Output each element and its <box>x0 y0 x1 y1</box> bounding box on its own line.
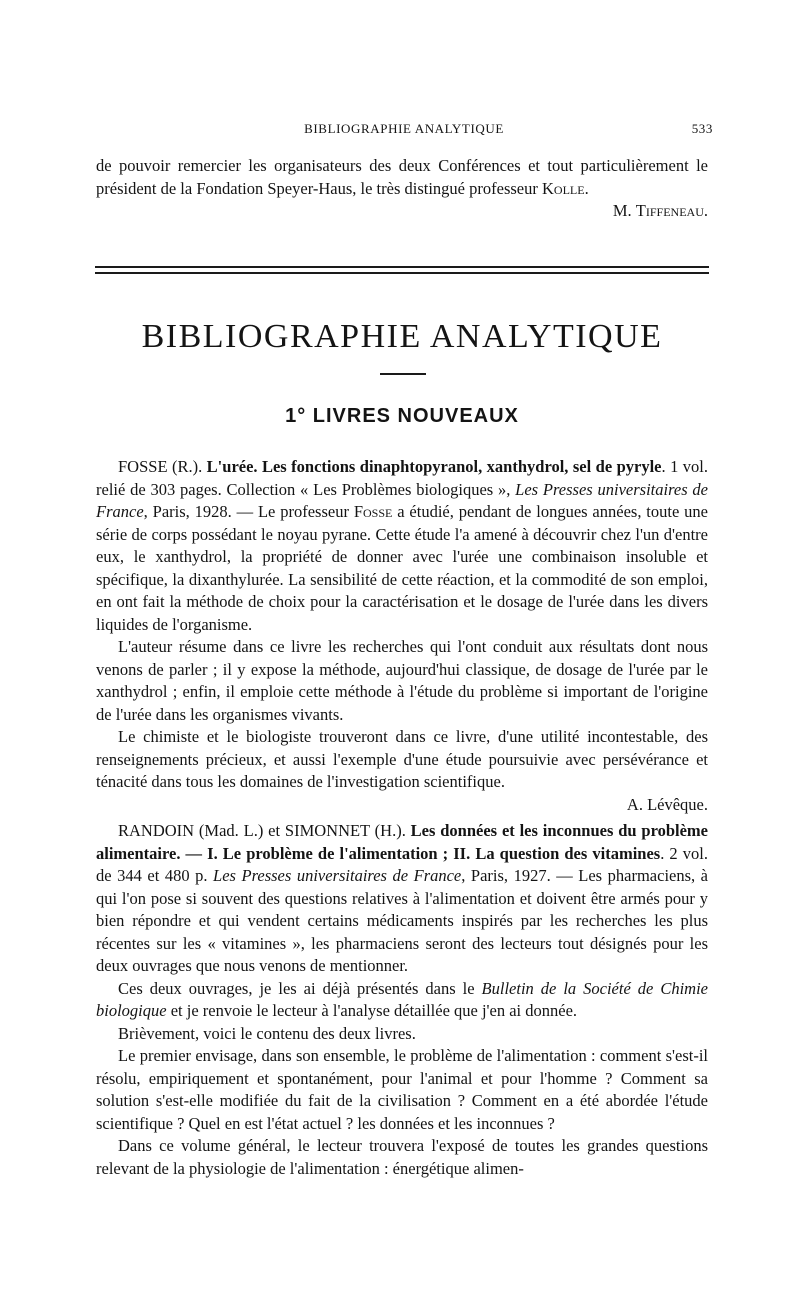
closing-text: de pouvoir remercier les organisateurs des deux Conférences et tout particulièrement le président de la Fondation Speyer-Haus, le très distingué professeur Kolle. <box>96 156 708 198</box>
review-randoin-title: Les données et les inconnues du problème alimentaire. — I. Le problème de l'alimentation ; II. La question des vitamines <box>96 821 708 863</box>
review-fosse-p2: L'auteur résume dans ce livre les recherches qui l'ont conduit aux résultats dont nous venons de parler ; il y expose la méthode, aujourd'hui classique, de dosage de l'urée par le xanthydrol ; enfin, il emploie cette méthode à l'étude du problème si important de l'origine de l'urée dans les organismes vivants. <box>96 637 708 724</box>
closing-paragraph <box>96 155 708 223</box>
review-randoin <box>96 820 708 1180</box>
kolle-name: Kolle <box>541 178 585 198</box>
review-randoin-p4: Le premier envisage, dans son ensemble, le problème de l'alimentation : comment s'est-il résolu, empiriquement et spontanément, pour l'animal et pour l'homme ? Comment sa solution s'est-elle modifiée du fait de la civilisation ? Comment en a été abordée l'étude scientifique ? Quel en est l'état actuel ? les données et les inconnues ? <box>96 1046 708 1133</box>
review-randoin-p3: Brièvement, voici le contenu des deux livres. <box>118 1023 416 1043</box>
main-title: BIBLIOGRAPHIE ANALYTIQUE <box>141 318 663 355</box>
review-fosse-title: L'urée. Les fonctions dinaphtopyranol, xanthydrol, sel de pyryle <box>206 457 662 476</box>
section-title: 1° LIVRES NOUVEAUX <box>285 405 519 427</box>
review-fosse <box>96 456 708 816</box>
signature-tiffeneau: M. Tiffeneau. <box>612 201 708 220</box>
review-randoin-p1: RANDOIN (Mad. L.) et SIMONNET (H.). Les données et les inconnues du problème alimentaire. — I. Le problème de l'alimentation ; II. La question des vitamines. 2 vol. de 344 et 480 p. Les Presses universitaires de France, Paris, 1927. — Les pharmaciens, à qui l'on pose si souvent des questions relatives à l'alimentation et doivent être armés pour y bien répondre et qui vendent certains médicaments inspirés par les recherches les plus récentes sur les « vitamines », les pharmaciens seront des lecteurs tout désignés pour les deux ouvrages que nous venons de mentionner. <box>96 821 709 975</box>
signature-leveque: A. Lévêque. <box>626 794 708 814</box>
review-fosse-p1: FOSSE (R.). L'urée. Les fonctions dinaphtopyranol, xanthydrol, sel de pyryle. 1 vol. relié de 303 pages. Collection « Les Problèmes biologiques », Les Presses universitaires de France, Paris, 1928. — Le professeur Fosse a étudié, pendant de longues années, toute une série de corps possédant le noyau pyrane. Cette étude l'a amené à découvrir chez l'un d'entre eux, le xanthydrol, la propriété de donner avec l'urée une combinaison insoluble et spécifique, la dixanthylurée. La sensibilité de cette réaction, et la commodité de son emploi, en ont fait la méthode de choix pour la caractérisation et le dosage de l'urée dans les divers liquides de l'organisme. <box>96 457 708 634</box>
review-fosse-p3: Le chimiste et le biologiste trouveront dans ce livre, d'une utilité incontestable, des renseignements précieux, et aussi l'exemple d'une étude poursuivie avec persévérance et ténacité dans tous les domaines de l'investigation scientifique. <box>96 727 708 791</box>
short-rule <box>380 373 426 375</box>
review-randoin-p5: Dans ce volume général, le lecteur trouvera l'exposé de toutes les grandes questions relevant de la physiologie de l'alimentation : énergétique alimen- <box>96 1136 708 1178</box>
page-number: 533 <box>691 121 713 136</box>
running-head-title: BIBLIOGRAPHIE ANALYTIQUE <box>304 121 504 136</box>
review-randoin-p2: Ces deux ouvrages, je les ai déjà présentés dans le Bulletin de la Société de Chimie biologique et je renvoie le lecteur à l'analyse détaillée que j'en ai donnée. <box>96 978 708 1020</box>
double-rule-divider <box>95 266 709 274</box>
